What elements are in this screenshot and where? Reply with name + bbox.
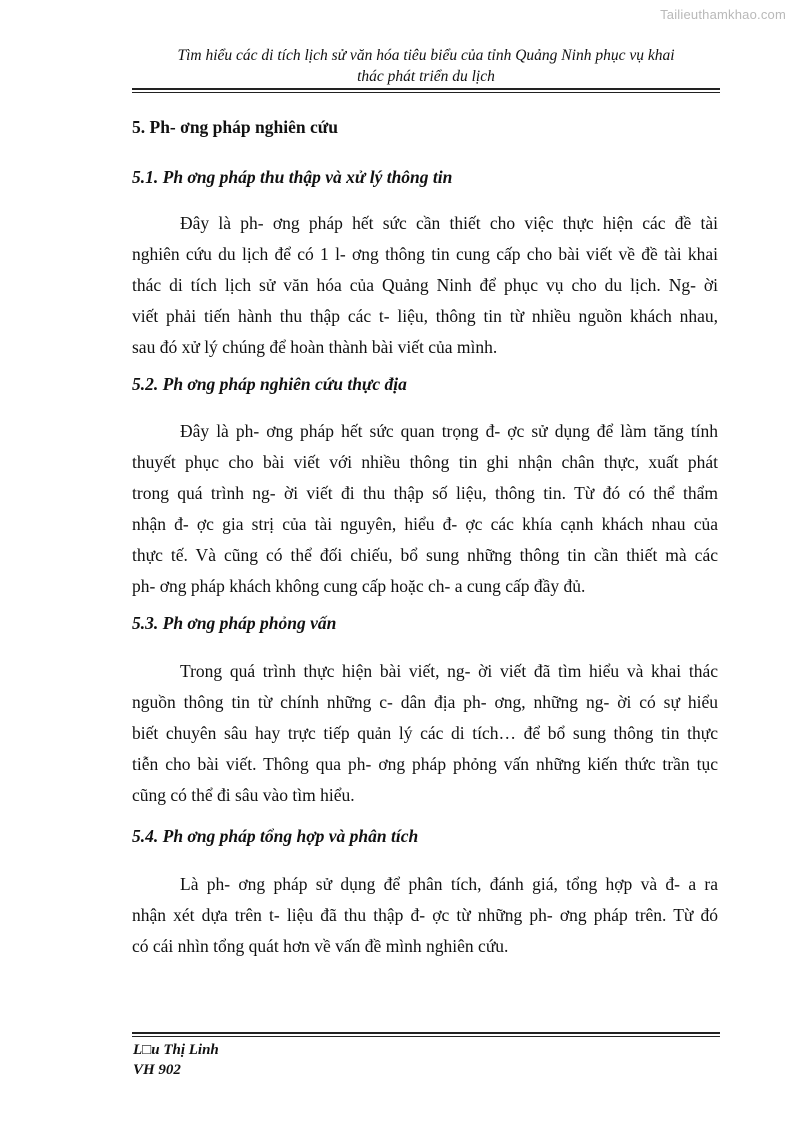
text-line: nhận đ- ợc gia strị của tài nguyên, hiểu đ- ợc các khía cạnh khách nhau của (132, 514, 718, 534)
header-line-1: Tìm hiểu các di tích lịch sử văn hóa tiêu biểu của tỉnh Quảng Ninh phục vụ khai (177, 47, 675, 64)
text-line: sau đó xử lý chúng để hoàn thành bài viết của mình. (132, 337, 498, 357)
text-line: trong quá trình ng- ời viết đi thu thập số liệu, thông tin. Từ đó có thể thẩm (132, 483, 718, 503)
text-line: thuyết phục cho bài viết với nhiều thông tin ghi nhận chân thực, xuất phát (132, 452, 718, 472)
document-body (132, 104, 718, 962)
text-line: Đây là ph- ơng pháp hết sức cần thiết cho việc thực hiện các đề tài (180, 213, 718, 233)
text-line: nghiên cứu du lịch để có 1 l- ơng thông tin cung cấp cho bài viết về đề tài khai (132, 244, 718, 264)
watermark: Tailieuthamkhao.com (660, 7, 786, 22)
header-rule-thick (132, 88, 720, 90)
text-line: Là ph- ơng pháp sử dụng để phân tích, đánh giá, tổng hợp và đ- a ra (180, 874, 718, 894)
footer-author: L□u Thị Linh (133, 1042, 219, 1058)
subsection-5-3 (132, 608, 718, 811)
subsection-heading: 5.4. Ph ơng pháp tổng hợp và phân tích (132, 826, 419, 846)
subsection-5-4 (132, 821, 718, 962)
section-heading: 5. Ph- ơng pháp nghiên cứu (132, 117, 338, 137)
subsection-heading: 5.1. Ph ơng pháp thu thập và xử lý thông tin (132, 167, 453, 187)
footer (133, 1040, 219, 1080)
text-line: thác di tích lịch sử văn hóa của Quảng Ninh để phục vụ cho du lịch. Ng- ời (132, 275, 718, 295)
subsection-heading: 5.3. Ph ơng pháp phỏng vấn (132, 613, 337, 633)
subsection-5-1 (132, 162, 718, 363)
text-line: nguồn thông tin từ chính những c- dân địa ph- ơng, những ng- ời có sự hiểu (132, 692, 718, 712)
subsection-5-2 (132, 369, 718, 602)
paragraph (132, 869, 718, 962)
text-line: cũng có thể đi sâu vào tìm hiểu. (132, 785, 355, 805)
header-line-2: thác phát triển du lịch (357, 68, 495, 85)
text-line: nhận xét dựa trên t- liệu đã thu thập đ- ợc từ những ph- ơng pháp trên. Từ đó (132, 905, 718, 925)
subsection-heading: 5.2. Ph ơng pháp nghiên cứu thực địa (132, 374, 407, 394)
paragraph (132, 208, 718, 363)
footer-rule-thick (132, 1032, 720, 1034)
text-line: thực tế. Và cũng có thể đối chiếu, bổ sung những thông tin cần thiết mà các (132, 545, 718, 565)
text-line: biết chuyên sâu hay trực tiếp quản lý các di tích… để bổ sung thông tin thực (132, 723, 718, 743)
running-header (132, 45, 720, 87)
text-line: viết phải tiến hành thu thập các t- liệu, thông tin từ nhiều nguồn khách nhau, (132, 306, 718, 326)
footer-rule-thin (132, 1036, 720, 1037)
header-rule-thin (132, 92, 720, 93)
text-line: tiễn cho bài viết. Thông qua ph- ơng pháp phỏng vấn những kiến thức trần tục (132, 754, 718, 774)
paragraph (132, 416, 718, 602)
text-line: có cái nhìn tổng quát hơn về vấn đề mình nghiên cứu. (132, 936, 509, 956)
text-line: Trong quá trình thực hiện bài viết, ng- ời viết đã tìm hiểu và khai thác (180, 661, 718, 681)
footer-class: VH 902 (133, 1062, 181, 1078)
text-line: ph- ơng pháp khách không cung cấp hoặc ch- a cung cấp đầy đủ. (132, 576, 586, 596)
paragraph (132, 656, 718, 811)
text-line: Đây là ph- ơng pháp hết sức quan trọng đ- ợc sử dụng để làm tăng tính (180, 421, 718, 441)
